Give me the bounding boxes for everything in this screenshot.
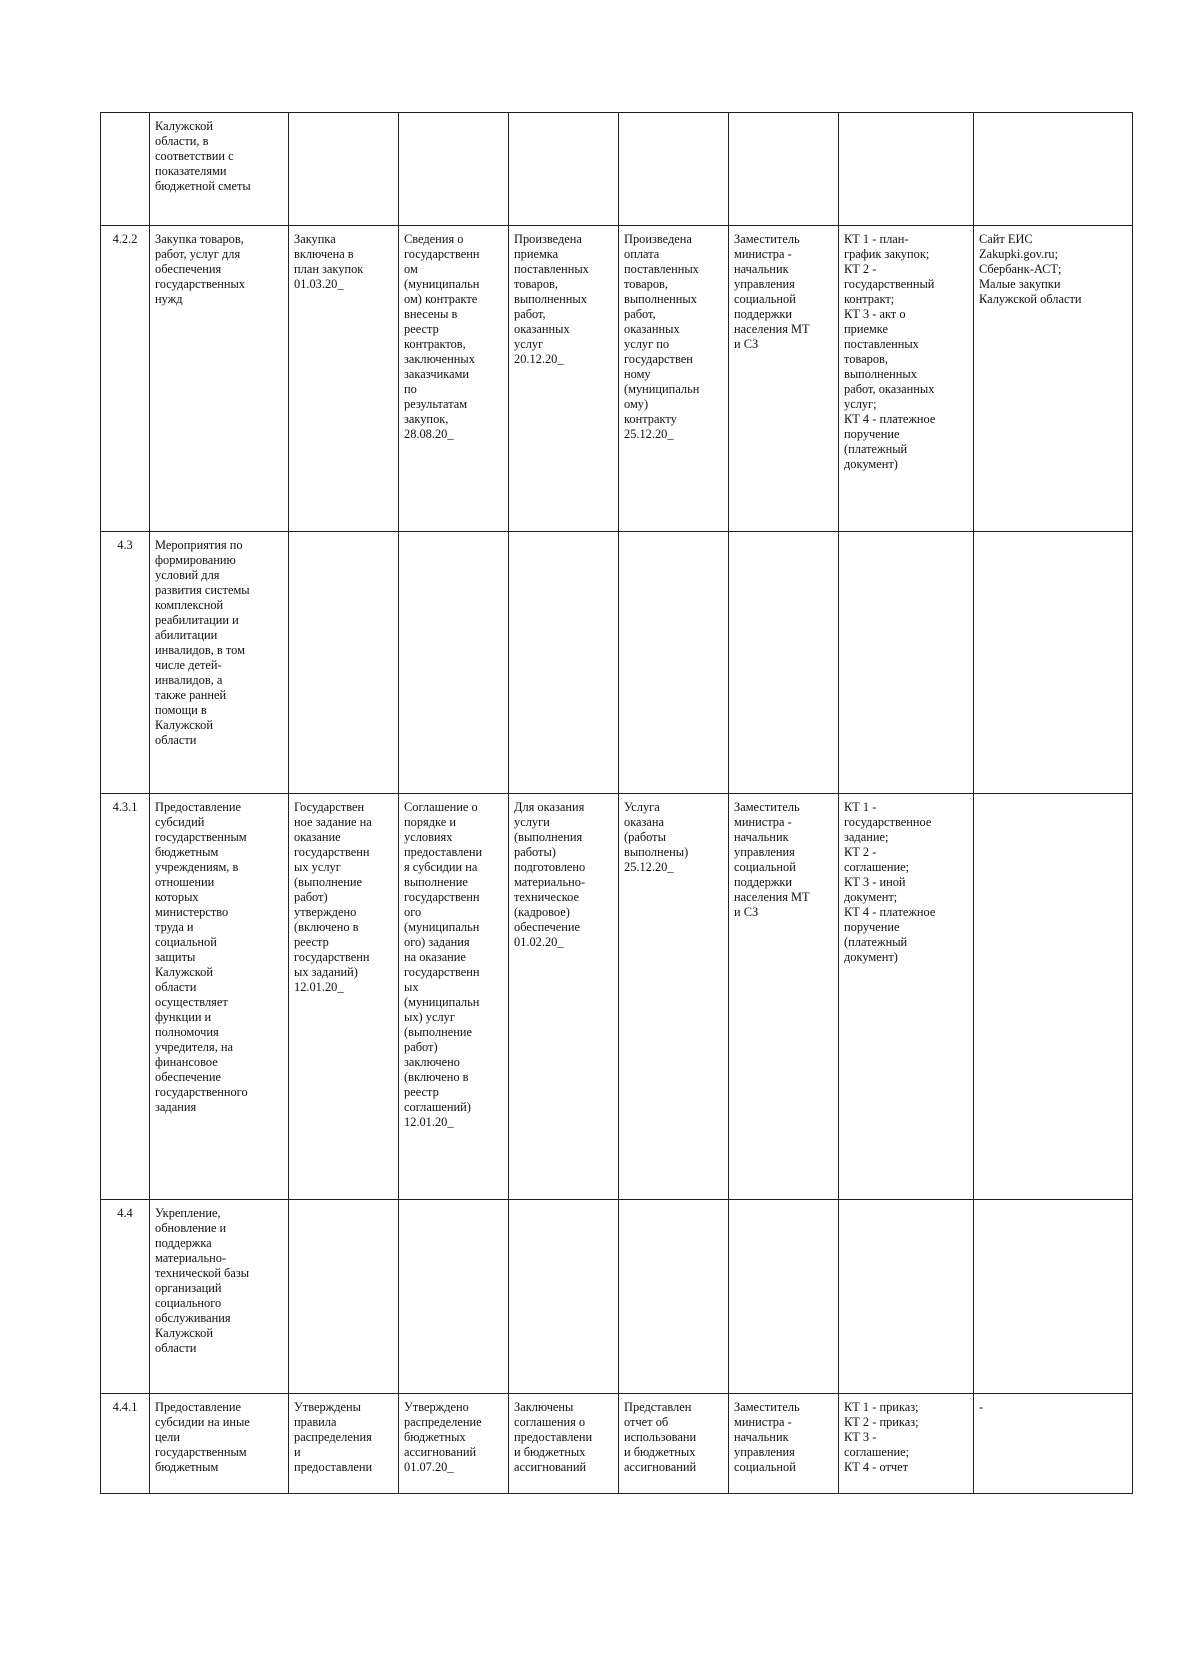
document-table — [100, 112, 1133, 1494]
activity-name: Закупка товаров, работ, услуг для обеспечения государственных нужд — [150, 226, 289, 532]
control-point-2: Сведения о государственн ом (муниципальн ом) контракте внесены в реестр контрактов, заключенных заказчиками по результатам закупок, 28.08.20_ — [399, 226, 509, 532]
activity-name: Предоставление субсидии на иные цели государственным бюджетным — [150, 1394, 289, 1494]
responsible-person — [729, 532, 839, 794]
control-point-3: Для оказания услуги (выполнения работы) подготовлено материально- техническое (кадровое) обеспечение 01.02.20_ — [509, 794, 619, 1200]
control-point-3 — [509, 532, 619, 794]
control-point-2: Утверждено распределение бюджетных ассигнований 01.07.20_ — [399, 1394, 509, 1494]
control-point-3 — [509, 1200, 619, 1394]
control-point-4: Представлен отчет об использовани и бюджетных ассигнований — [619, 1394, 729, 1494]
responsible-person: Заместитель министра - начальник управления социальной — [729, 1394, 839, 1494]
information-system: - — [974, 1394, 1133, 1494]
control-point-3 — [509, 113, 619, 226]
activity-name: Предоставление субсидий государственным бюджетным учреждениям, в отношении которых министерство труда и социальной защиты Калужской области осуществляет функции и полномочия учредителя, на финансовое обеспечение государственного задания — [150, 794, 289, 1200]
activity-name: Калужской области, в соответствии с показателями бюджетной сметы — [150, 113, 289, 226]
information-system — [974, 794, 1133, 1200]
row-number — [101, 113, 150, 226]
control-point-2 — [399, 1200, 509, 1394]
table-row — [101, 1394, 1133, 1494]
information-system — [974, 113, 1133, 226]
control-point-2 — [399, 532, 509, 794]
confirming-documents — [839, 532, 974, 794]
confirming-documents: КТ 1 - приказ; КТ 2 - приказ; КТ 3 - соглашение; КТ 4 - отчет — [839, 1394, 974, 1494]
table-row — [101, 532, 1133, 794]
row-number: 4.4.1 — [101, 1394, 150, 1494]
control-point-1: Государствен ное задание на оказание государственн ых услуг (выполнение работ) утверждено (включено в реестр государственн ых заданий) 12.01.20_ — [289, 794, 399, 1200]
control-point-1 — [289, 532, 399, 794]
confirming-documents — [839, 1200, 974, 1394]
confirming-documents: КТ 1 - государственное задание; КТ 2 - соглашение; КТ 3 - иной документ; КТ 4 - платежное поручение (платежный документ) — [839, 794, 974, 1200]
row-number: 4.3 — [101, 532, 150, 794]
table-row — [101, 226, 1133, 532]
control-point-1: Утверждены правила распределения и предоставлени — [289, 1394, 399, 1494]
row-number: 4.4 — [101, 1200, 150, 1394]
table-row — [101, 113, 1133, 226]
responsible-person: Заместитель министра - начальник управления социальной поддержки населения МТ и СЗ — [729, 226, 839, 532]
confirming-documents — [839, 113, 974, 226]
activity-name: Мероприятия по формированию условий для развития системы комплексной реабилитации и абилитации инвалидов, в том числе детей- инвалидов, а также ранней помощи в Калужской области — [150, 532, 289, 794]
control-point-4: Произведена оплата поставленных товаров, выполненных работ, оказанных услуг по государствен ному (муниципальн ому) контракту 25.12.20_ — [619, 226, 729, 532]
responsible-person — [729, 1200, 839, 1394]
control-point-1 — [289, 1200, 399, 1394]
activity-name: Укрепление, обновление и поддержка материально- технической базы организаций социального обслуживания Калужской области — [150, 1200, 289, 1394]
control-point-3: Заключены соглашения о предоставлени и бюджетных ассигнований — [509, 1394, 619, 1494]
confirming-documents: КТ 1 - план- график закупок; КТ 2 - государственный контракт; КТ 3 - акт о приемке поставленных товаров, выполненных работ, оказанных услуг; КТ 4 - платежное поручение (платежный документ) — [839, 226, 974, 532]
table-row — [101, 1200, 1133, 1394]
information-system: Сайт ЕИС Zakupki.gov.ru; Сбербанк-АСТ; Малые закупки Калужской области — [974, 226, 1133, 532]
control-point-2 — [399, 113, 509, 226]
control-point-4 — [619, 113, 729, 226]
responsible-person: Заместитель министра - начальник управления социальной поддержки населения МТ и СЗ — [729, 794, 839, 1200]
control-point-3: Произведена приемка поставленных товаров, выполненных работ, оказанных услуг 20.12.20_ — [509, 226, 619, 532]
responsible-person — [729, 113, 839, 226]
table-row — [101, 794, 1133, 1200]
control-point-1 — [289, 113, 399, 226]
row-number: 4.2.2 — [101, 226, 150, 532]
row-number: 4.3.1 — [101, 794, 150, 1200]
control-point-4: Услуга оказана (работы выполнены) 25.12.20_ — [619, 794, 729, 1200]
information-system — [974, 532, 1133, 794]
control-point-2: Соглашение о порядке и условиях предоставлени я субсидии на выполнение государственн ого (муниципальн ого) задания на оказание государственн ых (муниципальн ых) услуг (выполнение работ) заключено (включено в реестр соглашений) 12.01.20_ — [399, 794, 509, 1200]
control-point-1: Закупка включена в план закупок 01.03.20_ — [289, 226, 399, 532]
control-point-4 — [619, 1200, 729, 1394]
information-system — [974, 1200, 1133, 1394]
control-point-4 — [619, 532, 729, 794]
